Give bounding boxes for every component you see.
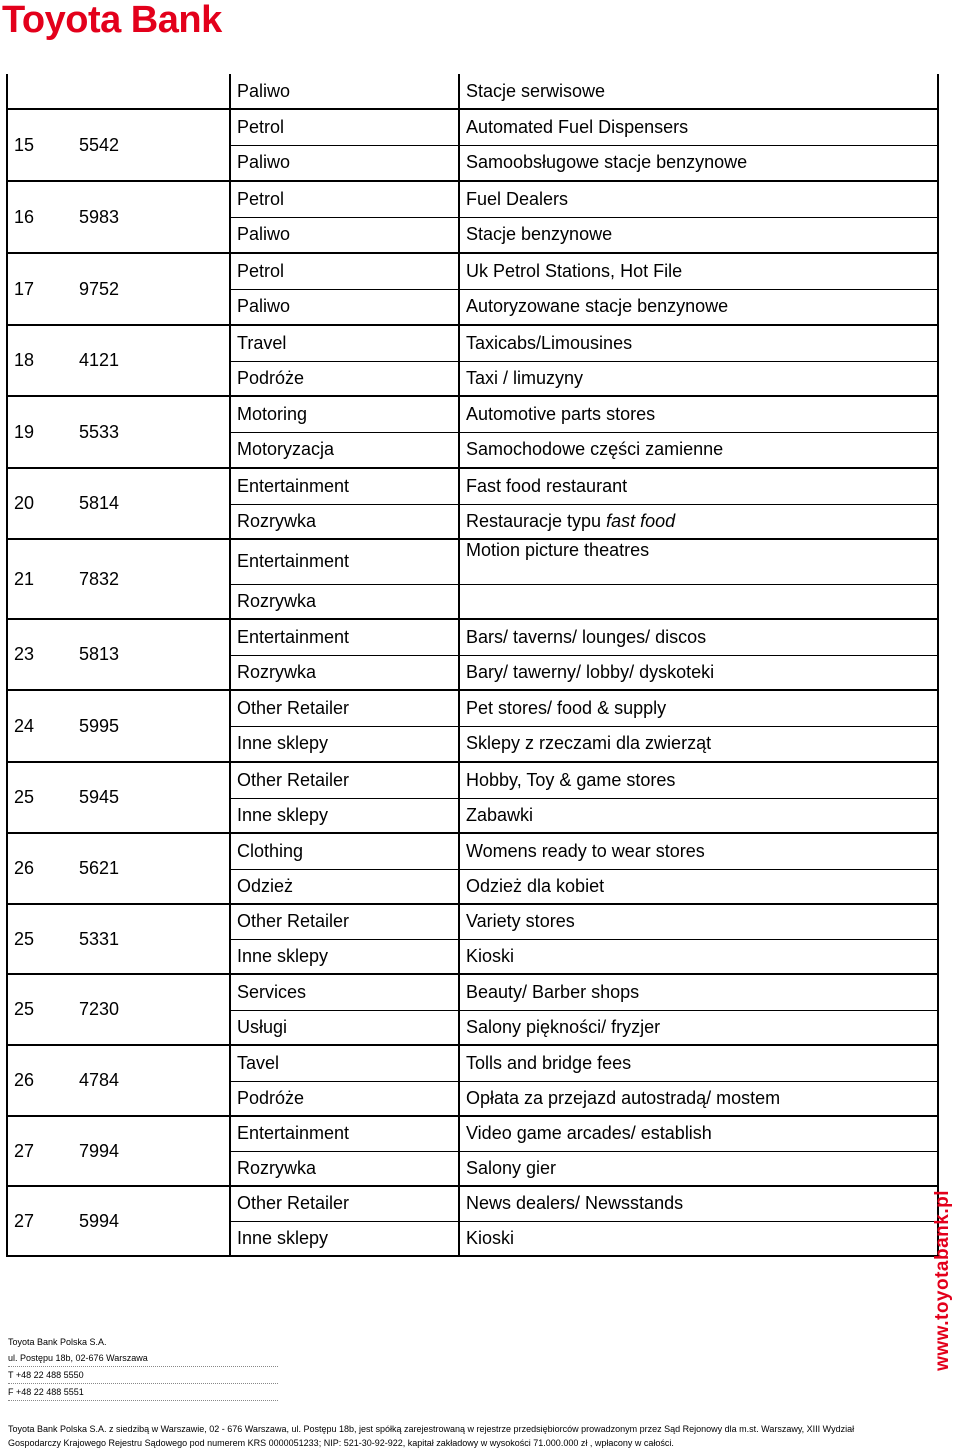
table-row [7,468,938,504]
mcc-code-cell: 5813 [73,619,230,690]
row-number-cell: 25 [7,762,73,833]
description-pl-cell: Stacje benzynowe [459,217,938,253]
row-number-cell: 20 [7,468,73,539]
row-number-cell: 21 [7,539,73,619]
category-pl-cell: Inne sklepy [230,798,459,833]
category-pl-cell: Usługi [230,1010,459,1045]
company-name: Toyota Bank Polska S.A. [8,1337,107,1347]
table-row [7,904,938,939]
table-row [7,325,938,361]
table-row [7,1186,938,1221]
description-en-cell: Hobby, Toy & game stores [459,762,938,798]
company-phone: T +48 22 488 5550 [8,1367,278,1384]
legal-line-2: Gospodarczy Krajowego Rejestru Sądowego pod numerem KRS 0000051233; NIP: 521-30-92-922, kapitał zakładowy w wysokości 71.000.000 zł , wpłacony w całości. [8,1438,674,1448]
toyota-bank-logo: Toyota Bank [2,0,222,41]
company-street: ul. Postępu 18b, 02-676 Warszawa [8,1350,278,1367]
mcc-code-cell: 5331 [73,904,230,974]
row-number-cell: 18 [7,325,73,396]
category-en-cell: Entertainment [230,539,459,584]
table-row [7,1116,938,1151]
description-en-cell: Beauty/ Barber shops [459,974,938,1010]
row-number-cell: 17 [7,253,73,325]
row-number-cell: 26 [7,833,73,904]
description-pl-cell: Opłata za przejazd autostradą/ mostem [459,1081,938,1116]
category-en-cell: Entertainment [230,1116,459,1151]
row-number-cell: 19 [7,396,73,468]
description-pl-cell: Odzież dla kobiet [459,869,938,904]
table-row [7,1045,938,1081]
table-row [7,974,938,1010]
description-en-cell: Tolls and bridge fees [459,1045,938,1081]
description-en-cell: Fuel Dealers [459,181,938,217]
description-pl-cell: Samochodowe części zamienne [459,432,938,468]
row-number-cell: 27 [7,1186,73,1256]
category-en-cell: Other Retailer [230,904,459,939]
category-cell: Paliwo [230,74,459,109]
description-cell: Stacje serwisowe [459,74,938,109]
category-pl-cell: Paliwo [230,145,459,181]
category-en-cell: Travel [230,325,459,361]
description-en-cell: Video game arcades/ establish [459,1116,938,1151]
mcc-code-cell: 5533 [73,396,230,468]
legal-footer [8,1422,854,1450]
category-en-cell: Petrol [230,253,459,289]
description-pl-cell: Bary/ tawerny/ lobby/ dyskoteki [459,655,938,690]
row-number-cell: 16 [7,181,73,253]
description-pl-cell: Sklepy z rzeczami dla zwierząt [459,726,938,762]
description-pl-cell: Salony gier [459,1151,938,1186]
category-pl-cell: Motoryzacja [230,432,459,468]
row-number-cell: 15 [7,109,73,181]
category-pl-cell: Inne sklepy [230,939,459,974]
mcc-code-cell: 5983 [73,181,230,253]
address-block [8,1334,278,1401]
row-number-cell: 25 [7,904,73,974]
category-en-cell: Petrol [230,109,459,145]
description-en-cell: Uk Petrol Stations, Hot File [459,253,938,289]
mcc-code-cell: 5814 [73,468,230,539]
description-en-cell: Womens ready to wear stores [459,833,938,869]
description-pl-cell: Zabawki [459,798,938,833]
row-number-cell: 25 [7,974,73,1045]
description-en-cell: Pet stores/ food & supply [459,690,938,726]
category-pl-cell: Rozrywka [230,584,459,619]
legal-line-1: Toyota Bank Polska S.A. z siedzibą w Warszawie, 02 - 676 Warszawa, ul. Postępu 18b, jest spółką zarejestrowaną w rejestrze przedsiębiorców prowadzonym przez Sąd Rejonowy dla m.st. Warszawy, XIII Wydział [8,1424,855,1434]
mcc-code-cell: 5994 [73,1186,230,1256]
description-en-cell: Automotive parts stores [459,396,938,432]
description-pl-cell: Samoobsługowe stacje benzynowe [459,145,938,181]
category-pl-cell: Podróże [230,1081,459,1116]
description-en-cell: Motion picture theatres [459,539,938,584]
table-row [7,253,938,289]
mcc-code-cell: 7994 [73,1116,230,1186]
description-pl-emphasis: fast food [606,510,676,531]
mcc-code-cell: 9752 [73,253,230,325]
category-pl-cell: Rozrywka [230,504,459,539]
mcc-code-cell: 7230 [73,974,230,1045]
description-en-cell: Taxicabs/Limousines [459,325,938,361]
category-pl-cell: Podróże [230,361,459,396]
category-en-cell: Petrol [230,181,459,217]
mcc-code-cell: 5995 [73,690,230,762]
row-number-cell: 27 [7,1116,73,1186]
table-row [7,181,938,217]
mcc-code-cell: 5542 [73,109,230,181]
category-pl-cell: Inne sklepy [230,1221,459,1256]
table-row [7,690,938,726]
table-row-header-cont [7,74,938,109]
category-en-cell: Other Retailer [230,1186,459,1221]
mcc-code-cell: 4784 [73,1045,230,1116]
description-pl-cell: Autoryzowane stacje benzynowe [459,289,938,325]
mcc-code-cell: 4121 [73,325,230,396]
category-en-cell: Tavel [230,1045,459,1081]
table-row [7,833,938,869]
category-pl-cell: Inne sklepy [230,726,459,762]
description-en-cell: Bars/ taverns/ lounges/ discos [459,619,938,655]
description-en-cell: Fast food restaurant [459,468,938,504]
category-pl-cell: Rozrywka [230,655,459,690]
description-pl-cell: Kioski [459,939,938,974]
description-pl-cell: Kioski [459,1221,938,1256]
description-en-cell: News dealers/ Newsstands [459,1186,938,1221]
mcc-code-cell: 5621 [73,833,230,904]
table-row [7,762,938,798]
mcc-code-cell: 5945 [73,762,230,833]
description-en-cell: Variety stores [459,904,938,939]
category-en-cell: Other Retailer [230,690,459,726]
description-pl-cell: Taxi / limuzyny [459,361,938,396]
row-number-cell: 23 [7,619,73,690]
row-number-cell: 24 [7,690,73,762]
table-row [7,396,938,432]
row-number-cell: 26 [7,1045,73,1116]
mcc-code-cell: 7832 [73,539,230,619]
description-pl-cell [459,584,938,619]
description-pl-cell: Salony piękności/ fryzjer [459,1010,938,1045]
description-pl-cell [459,504,938,539]
category-pl-cell: Paliwo [230,289,459,325]
side-url: www.toyotabank.pl [932,1190,953,1371]
category-en-cell: Services [230,974,459,1010]
table-row [7,619,938,655]
table-row [7,539,938,584]
company-fax: F +48 22 488 5551 [8,1384,278,1401]
mcc-table [6,74,939,1257]
category-pl-cell: Paliwo [230,217,459,253]
description-pl-text: Restauracje typu [466,510,602,531]
category-en-cell: Clothing [230,833,459,869]
category-pl-cell: Rozrywka [230,1151,459,1186]
category-en-cell: Entertainment [230,468,459,504]
description-en-cell: Automated Fuel Dispensers [459,109,938,145]
category-pl-cell: Odzież [230,869,459,904]
category-en-cell: Motoring [230,396,459,432]
category-en-cell: Other Retailer [230,762,459,798]
table-row [7,109,938,145]
category-en-cell: Entertainment [230,619,459,655]
